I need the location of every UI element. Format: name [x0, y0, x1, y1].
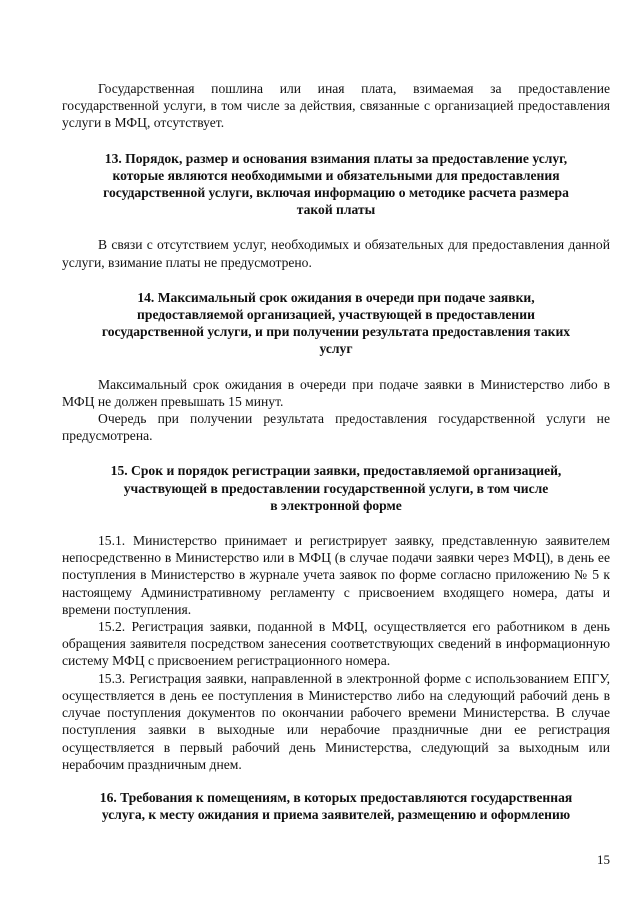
heading-section-13: 13. Порядок, размер и основания взимания платы за предоставление услуг, которые являются необходимыми и обязательными для предоставления государственной услуги, включая информацию о методике расчета размера такой платы: [103, 150, 569, 218]
paragraph-section-15-3: 15.3. Регистрация заявки, направленной в электронной форме с использованием ЕПГУ, осуществляется в день ее поступления в Министерство либо на следующий рабочий день в случае поступления документов по окончании рабочего времени Министерства. В случае поступления заявки в выходные или нерабочие праздничные дни ее регистрация осуществляется в первый рабочий день Министерства, следующий за выходным или нерабочим праздничным днем.: [62, 670, 610, 772]
paragraph-section-15-2: 15.2. Регистрация заявки, поданной в МФЦ, осуществляется его работником в день обращения заявителя посредством занесения соответствующих сведений в информационную систему МФЦ с присвоением регистрационного номера.: [62, 619, 610, 669]
paragraph-section-14-queue: Очередь при получении результата предоставления государственной услуги не предусмотрена.: [62, 411, 610, 444]
page-content: [62, 80, 610, 823]
heading-section-16: 16. Требования к помещениям, в которых предоставляются государственная услуга, к месту ожидания и приема заявителей, размещению и оформлению: [99, 789, 573, 823]
paragraph-section-15-1: 15.1. Министерство принимает и регистрирует заявку, представленную заявителем непосредственно в Министерство или в МФЦ (в случае подачи заявки через МФЦ), в день ее поступления в Министерство в журнале учета заявок по форме согласно приложению № 5 к настоящему Административному регламенту с присвоением входящего номера, даты и времени поступления.: [62, 533, 610, 617]
paragraph-fee: Государственная пошлина или иная плата, взимаемая за предоставление государственной услуги, в том числе за действия, связанные с организацией предоставления услуги в МФЦ, отсутствует.: [62, 81, 610, 131]
heading-section-14: 14. Максимальный срок ожидания в очереди при подаче заявки, предоставляемой организацией, участвующей в предоставлении государственной услуги, и при получении результата предоставления таких услуг: [101, 289, 571, 357]
heading-section-15: 15. Срок и порядок регистрации заявки, предоставляемой организацией, участвующей в предоставлении государственной услуги, в том числе в электронной форме: [110, 463, 562, 513]
paragraph-section-13: В связи с отсутствием услуг, необходимых и обязательных для предоставления данной услуги, взимание платы не предусмотрено.: [62, 237, 610, 270]
page-number: 15: [597, 852, 610, 867]
paragraph-section-14-wait: Максимальный срок ожидания в очереди при подаче заявки в Министерство либо в МФЦ не должен превышать 15 минут.: [62, 376, 610, 409]
